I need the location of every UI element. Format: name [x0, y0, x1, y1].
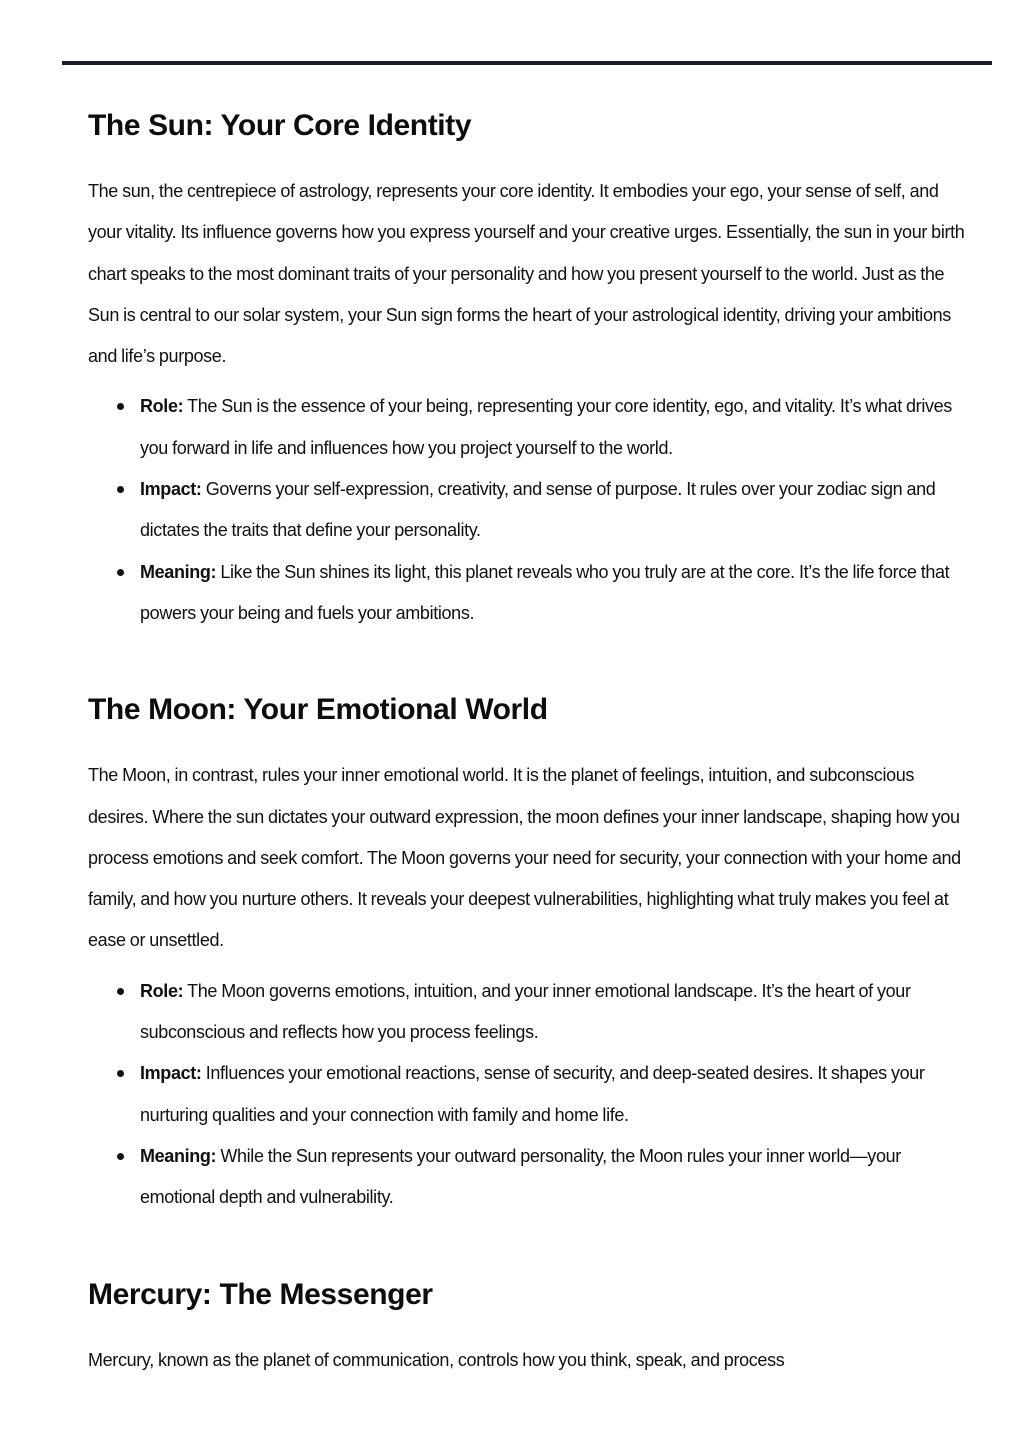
- bullet-icon: [117, 1153, 124, 1160]
- bullet-label: Meaning:: [140, 1145, 217, 1166]
- list-item: [140, 1053, 973, 1136]
- section-paragraph: The Moon, in contrast, rules your inner emotional world. It is the planet of feelings, intuition, and subconscious desires. Where the sun dictates your outward expression, the moon defines your inner landscape, shaping how you process emotions and seek comfort. The Moon governs your need for security, your connection with your home and family, and how you nurture others. It reveals your deepest vulnerabilities, highlighting what truly makes you feel at ease or unsettled.: [88, 765, 961, 951]
- bullet-text: While the Sun represents your outward personality, the Moon rules your inner world—your emotional depth and vulnerability.: [140, 1145, 901, 1208]
- bullet-list: [88, 971, 973, 1219]
- bullet-label: Impact:: [140, 479, 202, 500]
- bullet-text: The Sun is the essence of your being, representing your core identity, ego, and vitality. It’s what drives you forward in life and influences how you project yourself to the world.: [140, 396, 952, 458]
- section-paragraph: Mercury, known as the planet of communication, controls how you think, speak, and process: [88, 1349, 785, 1370]
- bullet-list: [88, 386, 973, 634]
- list-item: [140, 1136, 973, 1219]
- section-paragraph: The sun, the centrepiece of astrology, represents your core identity. It embodies your ego, your sense of self, and your vitality. Its influence governs how you express yourself and your creative urges. Essentially, the sun in your birth chart speaks to the most dominant traits of your personality and how you present yourself to the world. Just as the Sun is central to our solar system, your Sun sign forms the heart of your astrological identity, driving your ambitions and life’s purpose.: [88, 181, 965, 367]
- bullet-text: The Moon governs emotions, intuition, and your inner emotional landscape. It’s the heart of your subconscious and reflects how you process feelings.: [140, 980, 911, 1043]
- section-moon: [88, 688, 973, 1218]
- bullet-label: Role:: [140, 980, 184, 1001]
- bullet-icon: [117, 569, 124, 576]
- list-item: [140, 386, 973, 469]
- section-heading: Mercury: The Messenger: [88, 1277, 433, 1311]
- section-sun: [88, 104, 973, 634]
- bullet-text: Like the Sun shines its light, this planet reveals who you truly are at the core. It’s the life force that powers your being and fuels your ambitions.: [140, 561, 950, 623]
- bullet-label: Impact:: [140, 1063, 202, 1084]
- article-body: [88, 104, 973, 1381]
- bullet-label: Role:: [140, 396, 184, 417]
- bullet-icon: [117, 486, 124, 493]
- bullet-icon: [117, 403, 124, 410]
- section-heading: The Sun: Your Core Identity: [88, 109, 472, 142]
- bullet-icon: [117, 1070, 124, 1077]
- bullet-text: Influences your emotional reactions, sense of security, and deep-seated desires. It shapes your nurturing qualities and your connection with family and home life.: [140, 1063, 925, 1125]
- list-item: [140, 469, 973, 552]
- list-item: [140, 552, 973, 635]
- list-item: [140, 971, 973, 1054]
- section-heading: The Moon: Your Emotional World: [88, 693, 548, 727]
- bullet-label: Meaning:: [140, 561, 217, 582]
- top-divider: [62, 61, 992, 65]
- bullet-text: Governs your self-expression, creativity, and sense of purpose. It rules over your zodiac sign and dictates the traits that define your personality.: [140, 479, 936, 541]
- section-mercury: [88, 1273, 973, 1381]
- bullet-icon: [117, 988, 124, 995]
